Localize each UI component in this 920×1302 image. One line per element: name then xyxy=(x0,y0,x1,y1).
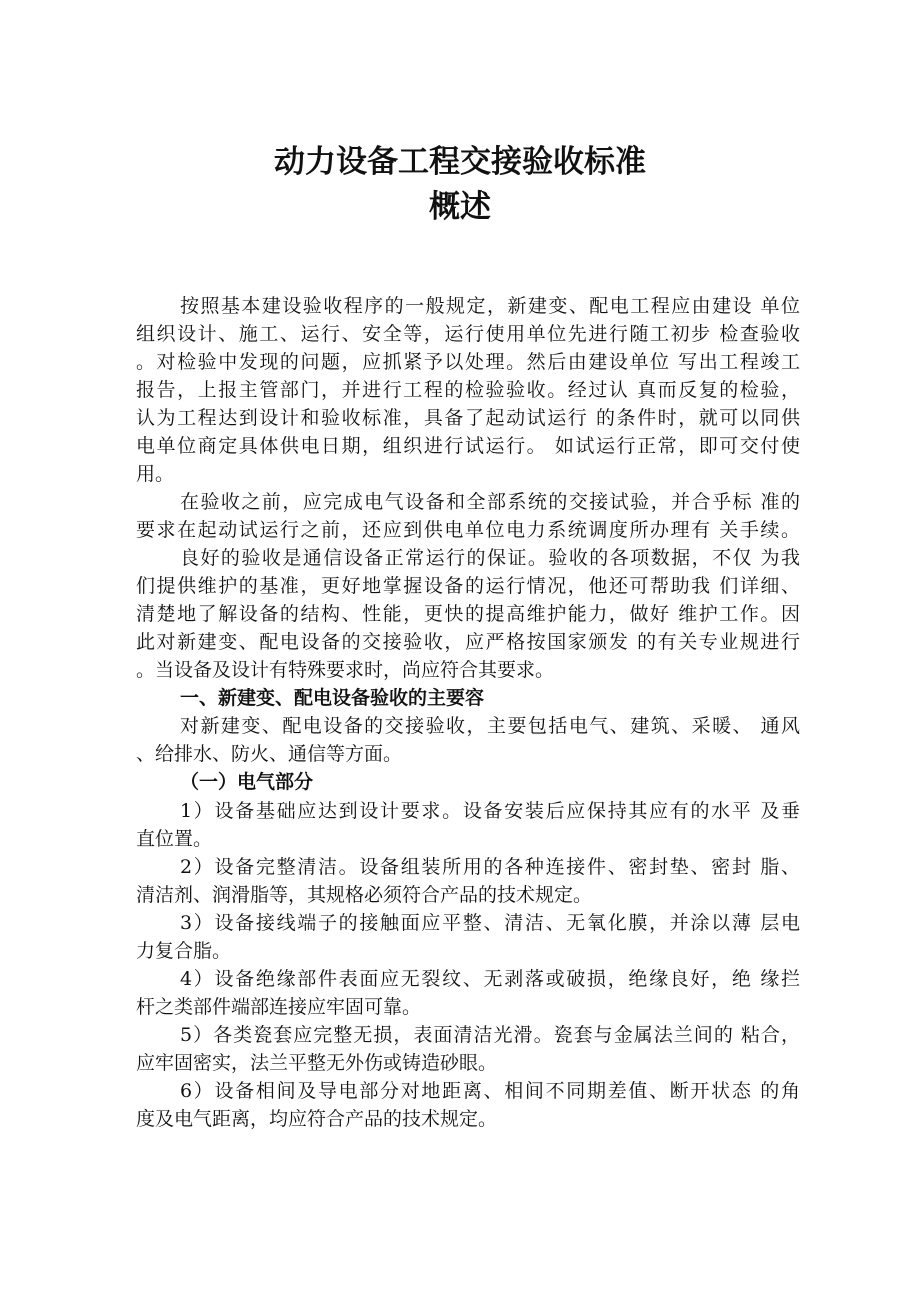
paragraph-line: 组织设计、施工、运行、安全等，运行使用单位先进行随工初步 检查验收 xyxy=(136,323,800,345)
paragraph-line: 电单位商定具体供电日期，组织进行试运行。 如试运行正常，即可交付使 xyxy=(136,435,800,457)
list-item-line: 直位置。 xyxy=(136,828,213,850)
paragraph-line: 用。 xyxy=(136,463,175,485)
paragraph-line: 良好的验收是通信设备正常运行的保证。验收的各项数据，不仅 为我 xyxy=(180,547,800,569)
list-item-line: 2）设备完整清洁。设备组装所用的各种连接件、密封垫、密封 脂、 xyxy=(180,856,800,878)
list-item-line: 6）设备相间及导电部分对地距离、相间不同期差值、断开状态 的角 xyxy=(180,1080,800,1102)
paragraph-line: 们提供维护的基准，更好地掌握设备的运行情况，他还可帮助我 们详细、 xyxy=(136,575,800,597)
paragraph-line: 此对新建变、配电设备的交接验收，应严格按国家颁发 的有关专业规进行 xyxy=(136,631,800,653)
paragraph-line: 报告，上报主管部门，并进行工程的检验验收。经过认 真而反复的检验， xyxy=(136,379,800,401)
document-subtitle: 概述 xyxy=(429,189,491,225)
list-item-line: 3）设备接线端子的接触面应平整、清洁、无氧化膜，并涂以薄 层电 xyxy=(180,912,800,934)
paragraph-line: 。当设备及设计有特殊要求时，尚应符合其要求。 xyxy=(136,659,555,681)
list-item-line: 度及电气距离，均应符合产品的技术规定。 xyxy=(136,1108,498,1130)
subsection-heading: （一）电气部分 xyxy=(180,771,314,793)
paragraph-line: 、给排水、防火、通信等方面。 xyxy=(136,743,403,765)
paragraph-line: 按照基本建设验收程序的一般规定，新建变、配电工程应由建设 单位 xyxy=(180,295,800,317)
paragraph-line: 对新建变、配电设备的交接验收，主要包括电气、建筑、采暖、 通风 xyxy=(180,715,800,737)
document-title: 动力设备工程交接验收标准 xyxy=(274,144,646,180)
paragraph-line: 清楚地了解设备的结构、性能，更快的提高维护能力，做好 维护工作。因 xyxy=(136,603,800,625)
paragraph-line: 要求在起动试运行之前，还应到供电单位电力系统调度所办理有 关手续。 xyxy=(136,519,800,541)
list-item-line: 5）各类瓷套应完整无损，表面清洁光滑。瓷套与金属法兰间的 粘合， xyxy=(180,1024,800,1046)
list-item-line: 清洁剂、润滑脂等，其规格必须符合产品的技术规定。 xyxy=(136,884,593,906)
paragraph-line: 。对检验中发现的问题，应抓紧予以处理。然后由建设单位 写出工程竣工 xyxy=(136,351,800,373)
list-item-line: 1）设备基础应达到设计要求。设备安装后应保持其应有的水平 及垂 xyxy=(180,800,800,822)
paragraph-line: 认为工程达到设计和验收标准，具备了起动试运行 的条件时，就可以同供 xyxy=(136,407,800,429)
list-item-line: 力复合脂。 xyxy=(136,940,232,962)
list-item-line: 杆之类部件端部连接应牢固可靠。 xyxy=(136,996,422,1018)
section-heading: 一、新建变、配电设备验收的主要容 xyxy=(180,687,485,709)
list-item-line: 4）设备绝缘部件表面应无裂纹、无剥落或破损，绝缘良好，绝 缘拦 xyxy=(180,968,800,990)
list-item-line: 应牢固密实，法兰平整无外伤或铸造砂眼。 xyxy=(136,1052,498,1074)
paragraph-line: 在验收之前，应完成电气设备和全部系统的交接试验，并合乎标 准的 xyxy=(180,491,800,513)
